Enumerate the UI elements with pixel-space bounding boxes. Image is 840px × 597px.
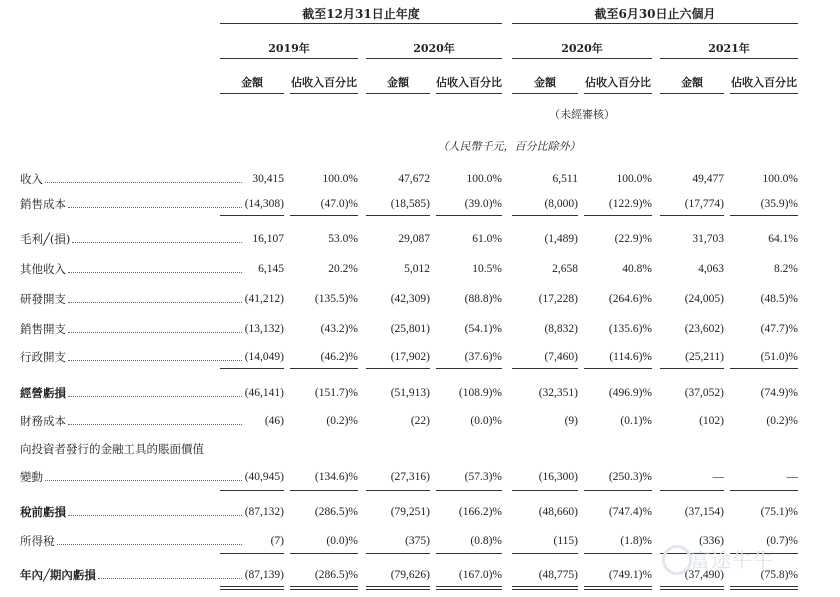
table-cell: — [786, 471, 798, 483]
unit-note: （人民幣千元，百分比除外） [437, 140, 581, 153]
header-half-group: 截至6月30日止六個月 [594, 7, 716, 21]
col-amount-2: 金額 [387, 76, 409, 89]
table-cell: (114.6)% [609, 351, 652, 363]
leader-dots [72, 242, 242, 243]
row-label [20, 386, 242, 400]
leader-dots [68, 424, 242, 425]
subheader-rule-5 [512, 93, 578, 94]
row-label-text: 毛利╱(損) [20, 232, 71, 246]
table-cell: (25,211) [685, 351, 724, 363]
subheader-rule-7 [660, 93, 724, 94]
total-rule [290, 589, 358, 590]
table-cell: (286.5)% [314, 569, 358, 581]
table-cell: (32,351) [538, 387, 578, 399]
subtotal-rule [730, 490, 798, 491]
total-rule [436, 586, 502, 587]
table-cell: 20.2% [328, 263, 358, 275]
total-rule [290, 586, 358, 587]
row-label-text: 財務成本 [20, 414, 66, 428]
row-label-text: 銷售開支 [20, 322, 66, 336]
col-amount-3: 金額 [534, 76, 556, 89]
table-cell: 31,703 [692, 233, 724, 245]
table-cell: (46,141) [244, 387, 284, 399]
total-rule [584, 586, 652, 587]
total-rule [730, 589, 798, 590]
header-half-rule [512, 23, 798, 24]
table-cell: (166.2)% [458, 506, 502, 518]
leader-dots [45, 480, 242, 481]
table-cell: (87,132) [244, 506, 284, 518]
table-cell: (54.1)% [464, 323, 502, 335]
table-cell: (250.3)% [608, 471, 652, 483]
year-header-2020: 2020年 [413, 42, 455, 55]
table-cell: (37.6)% [464, 351, 502, 363]
row-label-text: 其他收入 [20, 262, 66, 276]
row-label-text: 收入 [20, 172, 43, 186]
table-cell: (37,490) [684, 569, 724, 581]
table-cell: (0.2)% [766, 415, 798, 427]
col-pct-3: 佔收入百分比 [585, 76, 651, 89]
row-label [20, 470, 242, 484]
table-cell: (749.1)% [608, 569, 652, 581]
row-label [20, 568, 242, 582]
table-cell: (134.6)% [314, 471, 358, 483]
subtotal-rule [290, 553, 358, 554]
table-cell: (87,139) [244, 569, 284, 581]
table-cell: (496.9)% [608, 387, 652, 399]
leader-dots [68, 207, 242, 208]
subtotal-rule [730, 215, 798, 216]
table-cell: (7) [270, 535, 284, 547]
row-label-text: 行政開支 [20, 350, 66, 364]
table-cell: (8,832) [544, 323, 578, 335]
subtotal-rule [512, 368, 578, 369]
row-label [20, 232, 242, 246]
col-amount-4: 金額 [681, 76, 703, 89]
leader-dots [68, 360, 242, 361]
total-rule [730, 586, 798, 587]
table-cell: (0.8)% [470, 535, 502, 547]
total-rule [366, 589, 430, 590]
table-cell: 6,145 [258, 263, 284, 275]
table-cell: 61.0% [472, 233, 502, 245]
table-cell: (39.0)% [464, 198, 502, 210]
table-cell: (35.9)% [760, 198, 798, 210]
table-cell: 10.5% [472, 263, 502, 275]
table-cell: (88.8)% [464, 293, 502, 305]
watermark-logo-icon [662, 545, 692, 575]
table-cell: (17,774) [684, 198, 724, 210]
subtotal-rule [366, 490, 430, 491]
header-year-rule [220, 23, 502, 24]
subtotal-rule [366, 215, 430, 216]
table-cell: 5,012 [404, 263, 430, 275]
table-cell: (43.2)% [320, 323, 358, 335]
watermark: 富途牛牛 [690, 548, 774, 572]
leader-dots [68, 302, 242, 303]
table-cell: (102) [699, 415, 724, 427]
row-label-text: 向投資者發行的金融工具的賬面價值 [20, 442, 204, 456]
leader-dots [57, 544, 243, 545]
unaudited-note: （未經審核） [549, 108, 615, 121]
row-label-text: 所得稅 [20, 534, 55, 548]
table-cell: 2,658 [552, 263, 578, 275]
table-cell: 29,087 [398, 233, 430, 245]
table-cell: 47,672 [398, 173, 430, 185]
table-cell: 100.0% [616, 173, 652, 185]
table-cell: (135.5)% [314, 293, 358, 305]
table-cell: (79,251) [390, 506, 430, 518]
subtotal-rule [290, 368, 358, 369]
subtotal-rule [366, 553, 430, 554]
year-rule-2021 [660, 58, 798, 59]
table-cell: (336) [699, 535, 724, 547]
col-pct-2: 佔收入百分比 [436, 76, 502, 89]
row-label [20, 442, 206, 456]
table-cell: (0.0)% [470, 415, 502, 427]
table-cell: (41,212) [244, 293, 284, 305]
subheader-rule-1 [220, 93, 284, 94]
table-cell: (0.0)% [326, 535, 358, 547]
table-cell: (40,945) [244, 471, 284, 483]
table-cell: (14,308) [244, 198, 284, 210]
col-amount-1: 金額 [241, 76, 263, 89]
table-cell: (79,626) [390, 569, 430, 581]
table-cell: (47.7)% [760, 323, 798, 335]
total-rule [436, 589, 502, 590]
table-cell: (22) [410, 415, 430, 427]
total-rule [660, 589, 724, 590]
table-cell: (8,000) [544, 198, 578, 210]
table-cell: (48,660) [538, 506, 578, 518]
table-cell: 64.1% [768, 233, 798, 245]
table-cell: (286.5)% [314, 506, 358, 518]
year-rule-2019 [220, 58, 358, 59]
subtotal-rule [660, 215, 724, 216]
subtotal-rule [220, 490, 284, 491]
row-label [20, 262, 242, 276]
subheader-rule-3 [366, 93, 430, 94]
row-label [20, 414, 242, 428]
subheader-rule-2 [290, 93, 358, 94]
row-label-text: 變動 [20, 470, 43, 484]
header-year-group: 截至12月31日止年度 [302, 7, 420, 21]
table-cell: (75.1)% [760, 506, 798, 518]
row-label-text: 經營虧損 [20, 386, 66, 400]
table-cell: (151.7)% [314, 387, 358, 399]
table-cell: (42,309) [390, 293, 430, 305]
subtotal-rule [512, 490, 578, 491]
leader-dots [68, 272, 242, 273]
subtotal-rule [660, 368, 724, 369]
col-pct-4: 佔收入百分比 [731, 76, 797, 89]
row-label [20, 197, 242, 211]
table-cell: (46.2)% [320, 351, 358, 363]
table-cell: (74.9)% [760, 387, 798, 399]
total-rule [512, 586, 578, 587]
subtotal-rule [584, 490, 652, 491]
table-cell: 16,107 [252, 233, 284, 245]
subtotal-rule [220, 553, 284, 554]
leader-dots [45, 182, 242, 183]
row-label [20, 322, 242, 336]
total-rule [220, 586, 284, 587]
subtotal-rule [584, 215, 652, 216]
table-cell: (22.9)% [614, 233, 652, 245]
subtotal-rule [730, 368, 798, 369]
leader-dots [68, 515, 242, 516]
table-cell: (17,902) [390, 351, 430, 363]
table-cell: — [712, 471, 724, 483]
subtotal-rule [584, 368, 652, 369]
row-label-text: 稅前虧損 [20, 505, 66, 519]
leader-dots [68, 332, 242, 333]
table-cell: (7,460) [544, 351, 578, 363]
table-cell: (27,316) [390, 471, 430, 483]
row-label [20, 505, 242, 519]
table-cell: (264.6)% [608, 293, 652, 305]
table-cell: 49,477 [692, 173, 724, 185]
row-label-text: 研發開支 [20, 292, 66, 306]
leader-dots [68, 396, 242, 397]
table-cell: (48.5)% [760, 293, 798, 305]
table-cell: 6,511 [552, 173, 578, 185]
table-cell: (0.7)% [766, 535, 798, 547]
table-cell: (0.2)% [326, 415, 358, 427]
table-cell: (135.6)% [608, 323, 652, 335]
table-cell: (24,005) [684, 293, 724, 305]
table-cell: (25,801) [390, 323, 430, 335]
table-cell: (48,775) [538, 569, 578, 581]
table-cell: 40.8% [622, 263, 652, 275]
table-cell: (13,132) [244, 323, 284, 335]
table-cell: (37,052) [684, 387, 724, 399]
total-rule [660, 586, 724, 587]
table-cell: 100.0% [322, 173, 358, 185]
table-cell: (37,154) [684, 506, 724, 518]
table-cell: (47.0)% [320, 198, 358, 210]
table-cell: (1,489) [544, 233, 578, 245]
subtotal-rule [512, 553, 578, 554]
table-cell: (122.9)% [608, 198, 652, 210]
table-cell: (17,228) [538, 293, 578, 305]
total-rule [584, 589, 652, 590]
table-cell: (51,913) [390, 387, 430, 399]
total-rule [220, 589, 284, 590]
subtotal-rule [220, 215, 284, 216]
total-rule [512, 589, 578, 590]
subtotal-rule [366, 368, 430, 369]
row-label-text: 銷售成本 [20, 197, 66, 211]
table-cell: (75.8)% [760, 569, 798, 581]
subtotal-rule [436, 215, 502, 216]
table-cell: 100.0% [762, 173, 798, 185]
table-cell: 4,063 [698, 263, 724, 275]
subtotal-rule [512, 215, 578, 216]
table-cell: (747.4)% [608, 506, 652, 518]
table-cell: 30,415 [252, 173, 284, 185]
table-cell: (9) [564, 415, 578, 427]
subheader-rule-4 [436, 93, 502, 94]
table-cell: (57.3)% [464, 471, 502, 483]
subtotal-rule [584, 553, 652, 554]
row-label [20, 350, 242, 364]
year-rule-2020-half [512, 58, 652, 59]
row-label [20, 292, 242, 306]
subtotal-rule [220, 368, 284, 369]
subheader-rule-6 [584, 93, 652, 94]
subheader-rule-8 [730, 93, 798, 94]
table-cell: (167.0)% [458, 569, 502, 581]
table-cell: (46) [264, 415, 284, 427]
subtotal-rule [436, 368, 502, 369]
row-label-text: 年內╱期內虧損 [20, 568, 96, 582]
table-cell: 53.0% [328, 233, 358, 245]
table-cell: 8.2% [774, 263, 798, 275]
year-rule-2020 [366, 58, 502, 59]
total-rule [366, 586, 430, 587]
subtotal-rule [290, 490, 358, 491]
year-header-2021: 2021年 [708, 42, 750, 55]
table-cell: (0.1)% [620, 415, 652, 427]
table-cell: (115) [553, 535, 578, 547]
subtotal-rule [660, 490, 724, 491]
subtotal-rule [436, 490, 502, 491]
table-cell: 100.0% [466, 173, 502, 185]
table-cell: (108.9)% [458, 387, 502, 399]
subtotal-rule [290, 215, 358, 216]
col-pct-1: 佔收入百分比 [291, 76, 357, 89]
table-cell: (23,602) [684, 323, 724, 335]
table-cell: (16,300) [538, 471, 578, 483]
year-header-2020-half: 2020年 [561, 42, 603, 55]
subtotal-rule [436, 553, 502, 554]
year-header-2019: 2019年 [268, 42, 310, 55]
table-cell: (18,585) [390, 198, 430, 210]
table-cell: (375) [405, 535, 430, 547]
table-cell: (1.8)% [620, 535, 652, 547]
table-cell: (14,049) [244, 351, 284, 363]
table-cell: (51.0)% [760, 351, 798, 363]
row-label [20, 534, 242, 548]
row-label [20, 172, 242, 186]
